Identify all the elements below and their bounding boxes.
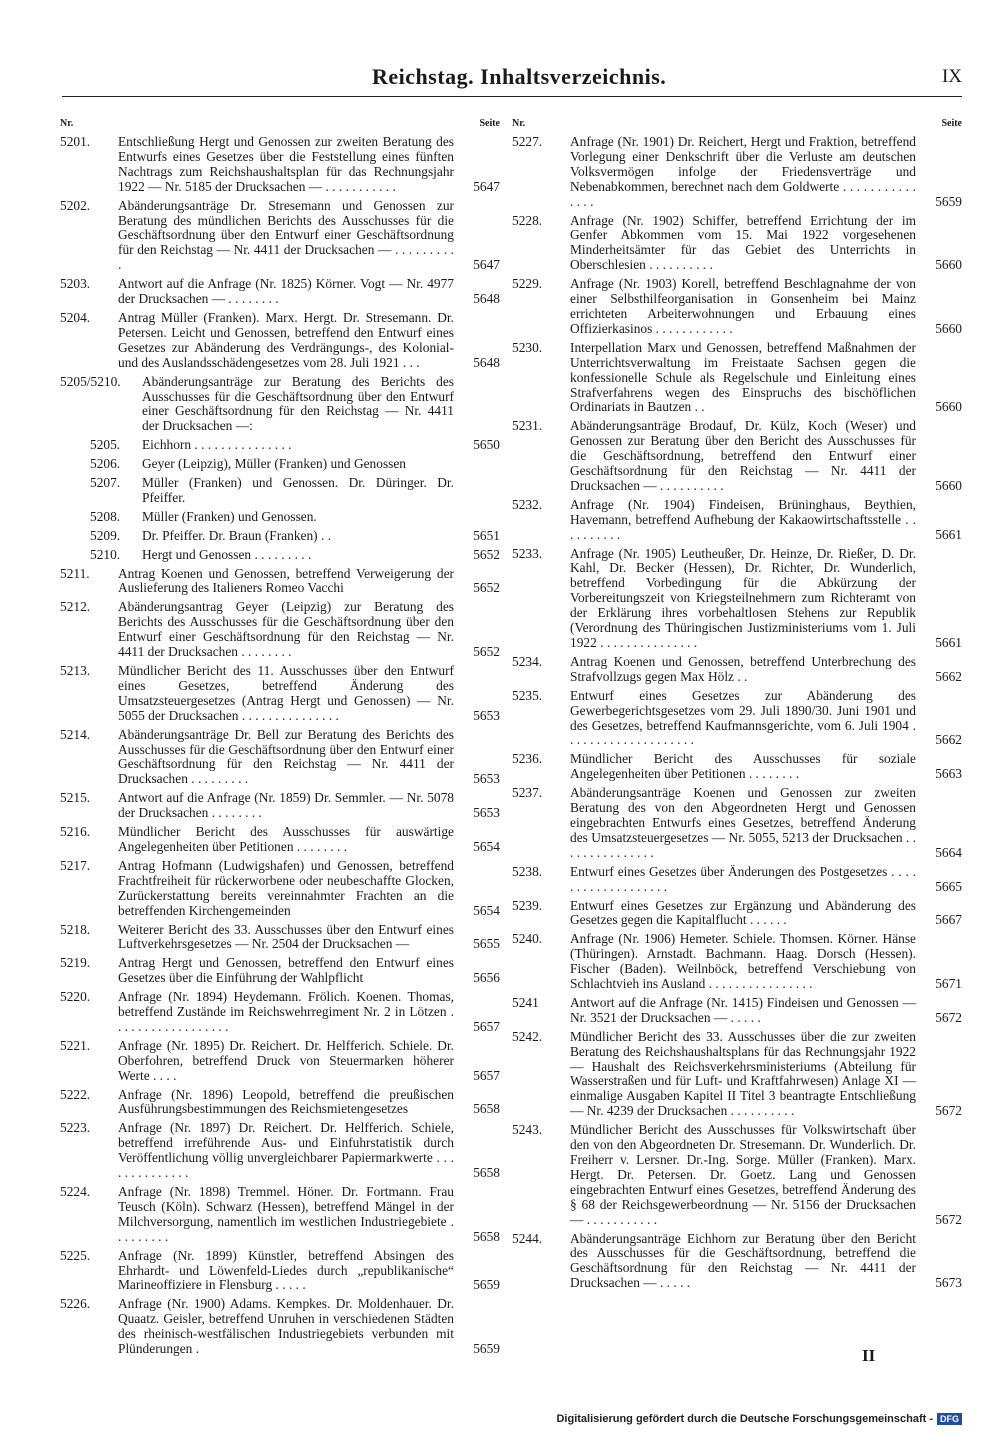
index-entry — [512, 1123, 962, 1227]
index-entry — [512, 786, 962, 861]
entry-page: 5659 — [473, 1277, 500, 1293]
entry-text: Abänderungsantrag Geyer (Leipzig) zur Beratung des Berichts des Ausschusses für die Geschäftsordnung über den Entwurf einer Geschäftsordnung für den Reichstag — Nr. 4411 der Drucksachen . . . . . . . . — [118, 599, 454, 660]
entry-text: Entwurf eines Gesetzes zur Abänderung des Gewerbegerichtsgesetzes vom 29. Juli 1890/30. Juni 1901 und des Gesetzes, betreffend Kaufmannsgerichte, vom 6. Juli 1904 . . . . . . . . . . . . . . . . . . . . — [570, 687, 916, 748]
sub-entry — [60, 510, 500, 525]
entry-page: 5665 — [935, 878, 962, 894]
entry-page: 5656 — [473, 970, 500, 986]
entry-page: 5671 — [935, 976, 962, 992]
entry-number: 5228. — [512, 212, 543, 228]
index-entry — [512, 277, 962, 337]
entry-page: 5663 — [935, 766, 962, 782]
entry-number: 5216. — [60, 824, 91, 840]
entry-page: 5655 — [473, 936, 500, 952]
entry-text: Anfrage (Nr. 1901) Dr. Reichert, Hergt und Fraktion, betreffend Vorlegung einer Denkschrift über die Verluste am deutschen Volksvermögen infolge der Friedensverträge und Nebenabkommen, berechnet nach dem Goldwerte . . . . . . . . . . . . . . . — [570, 134, 916, 209]
entry-text: Antrag Hofmann (Ludwigshafen) und Genossen, betreffend Frachtfreiheit für rückerworbene oder neubeschaffte Glocken, Zurückerstattung bereits vereinnahmter Frachten an die betreffenden Kirchengemeinden — [118, 857, 454, 918]
entry-text: Dr. Pfeiffer. Dr. Braun (Franken) . . — [142, 527, 332, 543]
entry-number: 5202. — [60, 197, 91, 213]
signature-mark: II — [862, 1346, 876, 1365]
entry-page: 5652 — [473, 546, 500, 562]
column-header — [512, 118, 962, 129]
entry-number: 5222. — [60, 1086, 91, 1102]
entry-text: Antwort auf die Anfrage (Nr. 1859) Dr. Semmler. — Nr. 5078 der Drucksachen . . . . . . . . — [118, 790, 454, 821]
index-entry — [60, 1088, 500, 1118]
entry-number: 5227. — [512, 134, 543, 149]
entry-number: 5226. — [60, 1296, 91, 1312]
entry-text: Weiterer Bericht des 33. Ausschusses über den Entwurf eines Luftverkehrsgesetzes — Nr. 2504 der Drucksachen — — [118, 921, 454, 952]
index-entry — [512, 865, 962, 895]
index-entry — [60, 990, 500, 1035]
index-entry — [60, 567, 500, 597]
entry-text: Abänderungsanträge Eichhorn zur Beratung über den Bericht des Ausschusses für die Geschäftsordnung, betreffend die Geschäftsordnung für den Reichstag — Nr. 4411 der Drucksachen — . . . . . — [570, 1230, 916, 1291]
entry-text: Antrag Koenen und Genossen, betreffend Verweigerung der Auslieferung des Italieners Romeo Vacchi — [118, 565, 454, 596]
page-header — [62, 62, 962, 97]
entry-number: 5241 — [512, 994, 539, 1010]
index-entry — [60, 311, 500, 371]
indent — [60, 457, 90, 472]
entry-list — [60, 135, 500, 1357]
entry-text: Anfrage (Nr. 1903) Korell, betreffend Beschlagnahme der von einer Selbsthilfeorganisation in Gonsenheim bei Mainz errichteten Arbeiterwohnungen und Erbauung eines Offizierkasinos . . . . . . . . . . . . — [570, 276, 916, 336]
entry-page: 5673 — [935, 1275, 962, 1291]
entry-text: Anfrage (Nr. 1902) Schiffer, betreffend Errichtung der im Genfer Abkommen vom 15. Mai 1922 vorgesehenen Minderheitsämter für das Gebiet des Unterrichts in Oberschlesien . . . . . . . . . . — [570, 212, 916, 273]
entry-page: 5662 — [935, 732, 962, 748]
entry-text: Entwurf eines Gesetzes über Änderungen des Postgesetzes . . . . . . . . . . . . . . . . . . . — [570, 863, 916, 894]
entry-text: Müller (Franken) und Genossen. — [142, 508, 317, 524]
entry-page: 5658 — [473, 1101, 500, 1117]
index-entry — [60, 1185, 500, 1245]
footer-text: Digitalisierung gefördert durch die Deutsche Forschungsgemeinschaft - — [556, 1413, 933, 1425]
entry-page: 5660 — [935, 257, 962, 273]
entry-text: Interpellation Marx und Genossen, betreffend Maßnahmen der Unterrichtsverwaltung im Freistaate Sachsen gegen die konfessionelle Schule als Regelschule und Einleitung eines Strafverfahrens wegen des Einspruchs des bischöflichen Ordinariats in Bautzen . . — [570, 339, 916, 415]
footer — [556, 1413, 962, 1425]
entry-page: 5653 — [473, 771, 500, 787]
entry-text: Mündlicher Bericht des 11. Ausschusses über den Entwurf eines Gesetzes, betreffend Änderung des Umsatzsteuergesetzes (Antrag Hergt und Genossen) — Nr. 5055 der Drucksachen . . . . . . . . . . . . . . . — [118, 663, 454, 723]
entry-text: Anfrage (Nr. 1896) Leopold, betreffend die preußischen Ausführungsbestimmungen des Reichsmietengesetzes — [118, 1086, 454, 1117]
entry-page: 5657 — [473, 1067, 500, 1083]
index-entry — [60, 600, 500, 660]
entry-text: Anfrage (Nr. 1895) Dr. Reichert. Dr. Helfferich. Schiele. Dr. Oberfohren, betreffend Druck von Steuermarken höherer Werte . . . . — [118, 1037, 454, 1083]
entry-page: 5660 — [935, 477, 962, 493]
entry-page: 5654 — [473, 902, 500, 918]
entry-text: Entschließung Hergt und Genossen zur zweiten Beratung des Entwurfs eines Gesetzes über die Feststellung eines fünften Nachtrags zum Reichshaushaltsplan für das Rechnungsjahr 1922 — Nr. 5185 der Drucksachen — . . . . . . . . . . . — [118, 134, 454, 194]
entry-text: Mündlicher Bericht des Ausschusses für auswärtige Angelegenheiten über Petitionen . . . . . . . . — [118, 824, 454, 854]
index-entry — [512, 419, 962, 494]
entry-number: 5244. — [512, 1230, 543, 1246]
entry-text: Antrag Koenen und Genossen, betreffend Unterbrechung des Strafvollzugs gegen Max Hölz . . — [570, 653, 916, 684]
indent — [60, 548, 90, 563]
nr-label: Nr. — [60, 118, 74, 129]
entry-number: 5207. — [90, 475, 121, 491]
nr-label: Nr. — [512, 118, 526, 129]
indent — [60, 529, 90, 544]
right-column — [512, 118, 962, 1295]
index-entry — [60, 859, 500, 919]
entry-text: Anfrage (Nr. 1899) Künstler, betreffend Absingen des Ehrhardt- und Löwenfeld-Liedes durch „republikanische“ Marineoffiziere in Flensburg . . . . . — [118, 1247, 454, 1293]
entry-number: 5212. — [60, 599, 91, 615]
entry-number: 5237. — [512, 785, 543, 801]
entry-text: Anfrage (Nr. 1897) Dr. Reichert. Dr. Helfferich. Schiele, betreffend irreführende Aus- und Einfuhrstatistik durch Veröffentlichung völlig unvergleichbarer Papiermarkwerte . . . . . . . . . . . . . . — [118, 1120, 454, 1181]
sub-entry — [60, 438, 500, 453]
entry-text: Eichhorn . . . . . . . . . . . . . . . — [142, 437, 292, 453]
entry-text: Abänderungsanträge Dr. Stresemann und Genossen zur Beratung des mündlichen Berichts des Ausschusses für die Geschäftsordnung über den Entwurf einer Geschäftsordnung für den Reichstag — Nr. 4411 der Drucksachen — . . . . . . . . . . — [118, 197, 454, 273]
entry-number: 5211. — [60, 565, 90, 581]
entry-page: 5653 — [473, 707, 500, 723]
entry-text: Anfrage (Nr. 1906) Hemeter. Schiele. Thomsen. Körner. Hänse (Thüringen). Arnstadt. Bachmann. Haag. Dorsch (Hessen). Fischer (Baden). Weilnböck, betreffend Verschiebung von Schlachtvieh ins Ausland . . . . . . . . . . . . . . . . — [570, 931, 916, 992]
entry-text: Abänderungsanträge Koenen und Genossen zur zweiten Beratung des von den Abgeordneten Hergt und Genossen eingebrachten Entwurfs eines Gesetzes, betreffend Änderung des Umsatzsteuergesetzes — Nr. 5055, 5213 der Drucksachen . . . . . . . . . . . . . . . — [570, 785, 916, 860]
entry-number: 5242. — [512, 1028, 543, 1044]
index-entry — [512, 1030, 962, 1119]
entry-page: 5664 — [935, 844, 962, 860]
entry-number: 5233. — [512, 545, 543, 561]
entry-page: 5660 — [935, 320, 962, 336]
left-column — [60, 118, 500, 1361]
entry-number: 5208. — [90, 508, 121, 524]
indent — [60, 510, 90, 525]
entry-page: 5661 — [935, 526, 962, 542]
entry-number: 5210. — [90, 546, 121, 562]
entry-page: 5654 — [473, 838, 500, 854]
entry-page: 5660 — [935, 399, 962, 415]
entry-number: 5230. — [512, 339, 543, 355]
entry-page: 5667 — [935, 912, 962, 928]
entry-page: 5672 — [935, 1009, 962, 1025]
index-entry — [60, 1121, 500, 1181]
index-entry — [512, 655, 962, 685]
index-entry — [60, 728, 500, 788]
entry-number: 5206. — [90, 456, 121, 472]
entry-text: Abänderungsanträge Brodauf, Dr. Külz, Koch (Weser) und Genossen zur Beratung über den Bericht des Ausschusses für die Geschäftsordnung, betreffend den Entwurf einer Geschäftsordnung für den Reichstag — Nr. 4411 der Drucksachen — . . . . . . . . . . — [570, 418, 916, 493]
entry-text: Antwort auf die Anfrage (Nr. 1415) Findeisen und Genossen — Nr. 3521 der Drucksachen — . . . . . — [570, 994, 916, 1025]
entry-number: 5236. — [512, 751, 543, 767]
page-number: IX — [941, 66, 962, 87]
entry-number: 5204. — [60, 309, 91, 325]
entry-page: 5672 — [935, 1211, 962, 1227]
entry-number: 5205/5210. — [60, 373, 121, 389]
index-entry — [512, 341, 962, 416]
entry-text: Hergt und Genossen . . . . . . . . . — [142, 546, 312, 562]
entry-number: 5213. — [60, 663, 91, 678]
index-entry — [512, 135, 962, 210]
entry-text: Anfrage (Nr. 1900) Adams. Kempkes. Dr. Moldenhauer. Dr. Quaatz. Geisler, betreffend Unruhen in verschiedenen Städten des rheinisch-westfälischen Industriegebiets verbunden mit Plünderungen . — [118, 1296, 454, 1357]
index-entry — [512, 752, 962, 782]
index-entry — [60, 664, 500, 724]
entry-number: 5201. — [60, 134, 91, 149]
entry-page: 5653 — [473, 805, 500, 821]
entry-text: Geyer (Leipzig), Müller (Franken) und Genossen — [142, 456, 407, 472]
index-entry — [60, 1249, 500, 1294]
entry-text: Anfrage (Nr. 1905) Leutheußer, Dr. Heinze, Dr. Rießer, D. Dr. Kahl, Dr. Becker (Hessen), Dr. Richter, Dr. Wunderlich, betreffend Vorbedingung für die Abkürzung der Vorbereitungszeit von Kriegsteilnehmern zum Richteramt von der Erklärung ihres vorbehaltlosen Stehens zur Republik (Verordnung des Thüringischen Justizministeriums vom 1. Juli 1922 . . . . . . . . . . . . . . . — [570, 545, 916, 650]
entry-page: 5661 — [935, 635, 962, 650]
index-entry — [60, 791, 500, 821]
entry-text: Abänderungsanträge zur Beratung des Berichts des Ausschusses für die Geschäftsordnung über den Entwurf einer Geschäftsordnung für den Reichstag — Nr. 4411 der Drucksachen —: — [142, 373, 454, 434]
entry-text: Müller (Franken) und Genossen. Dr. Düringer. Dr. Pfeiffer. — [142, 475, 454, 505]
entry-page: 5650 — [473, 437, 500, 453]
sub-entry — [60, 457, 500, 472]
entry-number: 5234. — [512, 653, 543, 669]
entry-number: 5243. — [512, 1122, 543, 1138]
entry-text: Anfrage (Nr. 1894) Heydemann. Frölich. Koenen. Thomas, betreffend Zustände im Reichswehrregiment Nr. 2 in Lötzen . . . . . . . . . . . . . . . . . . — [118, 989, 454, 1034]
entry-text: Mündlicher Bericht des Ausschusses für soziale Angelegenheiten über Petitionen . . . . . . . . — [570, 751, 916, 782]
index-entry — [60, 1039, 500, 1084]
indent — [60, 438, 90, 453]
entry-page: 5651 — [473, 527, 500, 543]
entry-number: 5239. — [512, 897, 543, 913]
indent — [60, 476, 90, 506]
page-label: Seite — [941, 118, 962, 129]
entry-text: Antrag Hergt und Genossen, betreffend den Entwurf eines Gesetzes über die Einführung der Wahlpflicht — [118, 955, 454, 986]
sub-entry — [60, 529, 500, 544]
index-entry — [60, 277, 500, 307]
index-entry — [60, 1297, 500, 1357]
entry-number: 5220. — [60, 989, 91, 1005]
column-header — [60, 118, 500, 129]
entry-number: 5223. — [60, 1120, 91, 1136]
entry-number: 5229. — [512, 276, 543, 292]
entry-number: 5225. — [60, 1247, 91, 1263]
entry-page: 5648 — [473, 354, 500, 370]
index-entry — [60, 199, 500, 274]
sub-entry — [60, 476, 500, 506]
index-entry — [60, 135, 500, 195]
index-entry — [512, 899, 962, 929]
entry-number: 5221. — [60, 1037, 91, 1053]
entry-number: 5224. — [60, 1184, 91, 1199]
entry-text: Mündlicher Bericht des Ausschusses für Volkswirtschaft über den von den Abgeordneten Dr. Stresemann. Dr. Wunderlich. Dr. Freiherr v. Lersner. Dr.-Ing. Sorge. Müller (Franken). Marx. Hergt. Dr. Petersen. Dr. Goetz. Lang und Genossen eingebrachten Entwurf eines Gesetzes, betreffend Änderung des § 68 der Reichsgewerbeordnung — Nr. 5156 der Drucksachen — . . . . . . . . . . . — [570, 1122, 916, 1227]
entry-text: Entwurf eines Gesetzes zur Ergänzung und Abänderung des Gesetzes gegen die Kapitalflucht . . . . . . — [570, 897, 916, 928]
sub-entry — [60, 548, 500, 563]
entry-number: 5215. — [60, 790, 91, 806]
index-entry — [512, 214, 962, 274]
entry-page: 5647 — [473, 178, 500, 194]
entry-number: 5240. — [512, 931, 543, 947]
running-title: Reichstag. Inhaltsverzeichnis. — [372, 64, 667, 89]
entry-page: 5658 — [473, 1165, 500, 1181]
index-entry — [512, 996, 962, 1026]
index-entry — [60, 375, 500, 435]
index-entry — [512, 498, 962, 543]
entry-page: 5659 — [473, 1341, 500, 1357]
entry-number: 5217. — [60, 857, 91, 873]
entry-text: Abänderungsanträge Dr. Bell zur Beratung des Berichts des Ausschusses für die Geschäftsordnung über den Entwurf einer Geschäftsordnung für den Reichstag — Nr. 4411 der Drucksachen . . . . . . . . . — [118, 726, 454, 787]
index-entry — [512, 547, 962, 651]
entry-page: 5672 — [935, 1103, 962, 1119]
entry-number: 5205. — [90, 437, 121, 453]
index-entry — [60, 825, 500, 855]
entry-page: 5657 — [473, 1018, 500, 1034]
index-entry — [512, 932, 962, 992]
entry-number: 5203. — [60, 276, 91, 292]
entry-text: Antwort auf die Anfrage (Nr. 1825) Körner. Vogt — Nr. 4977 der Drucksachen — . . . . . . . . — [118, 276, 454, 307]
entry-page: 5662 — [935, 668, 962, 684]
entry-number: 5209. — [90, 527, 121, 543]
entry-page: 5658 — [473, 1228, 500, 1244]
entry-page: 5652 — [473, 644, 500, 660]
index-entry — [60, 956, 500, 986]
entry-page: 5648 — [473, 291, 500, 307]
entry-number: 5218. — [60, 921, 91, 937]
entry-text: Mündlicher Bericht des 33. Ausschusses über die zur zweiten Beratung des Reichshaushaltsplans für das Rechnungsjahr 1922 — Haushalt des Reichsverkehrsministeriums (Abteilung für Wasserstraßen und für Luft- und Kraftfahrwesen) Anlage XI — einmalige Ausgaben Kapitel II Titel 3 beantragte Entschließung — Nr. 4239 der Drucksachen . . . . . . . . . . — [570, 1028, 916, 1119]
entry-text: Anfrage (Nr. 1904) Findeisen, Brüninghaus, Beythien, Havemann, betreffend Aufhebung der Kakaowirtschaftsstelle . . . . . . . . . . — [570, 496, 916, 542]
entry-number: 5238. — [512, 863, 543, 879]
entry-number: 5214. — [60, 726, 91, 742]
entry-page: 5652 — [473, 580, 500, 596]
entry-page: 5647 — [473, 257, 500, 273]
index-entry — [512, 689, 962, 749]
entry-page: 5659 — [935, 193, 962, 209]
entry-number: 5235. — [512, 687, 543, 703]
entry-text: Antrag Müller (Franken). Marx. Hergt. Dr. Stresemann. Dr. Petersen. Leicht und Genossen, betreffend den Entwurf eines Gesetzes zur Abänderung des Verdrängungs-, des Kolonial- und des Auslandsschädengesetzes vom 28. Juli 1921 . . . — [118, 309, 454, 370]
entry-number: 5231. — [512, 418, 543, 434]
index-entry — [512, 1232, 962, 1292]
dfg-logo: DFG — [937, 1413, 962, 1425]
entry-list — [512, 135, 962, 1291]
entry-text: Anfrage (Nr. 1898) Tremmel. Höner. Dr. Fortmann. Frau Teusch (Köln). Schwarz (Hessen), betreffend Mängel in der Milchversorgung, namentlich im westlichen Industriegebiete . . . . . . . . . — [118, 1184, 454, 1244]
entry-number: 5232. — [512, 496, 543, 512]
page-label: Seite — [479, 118, 500, 129]
entry-number: 5219. — [60, 955, 91, 971]
index-entry — [60, 923, 500, 953]
